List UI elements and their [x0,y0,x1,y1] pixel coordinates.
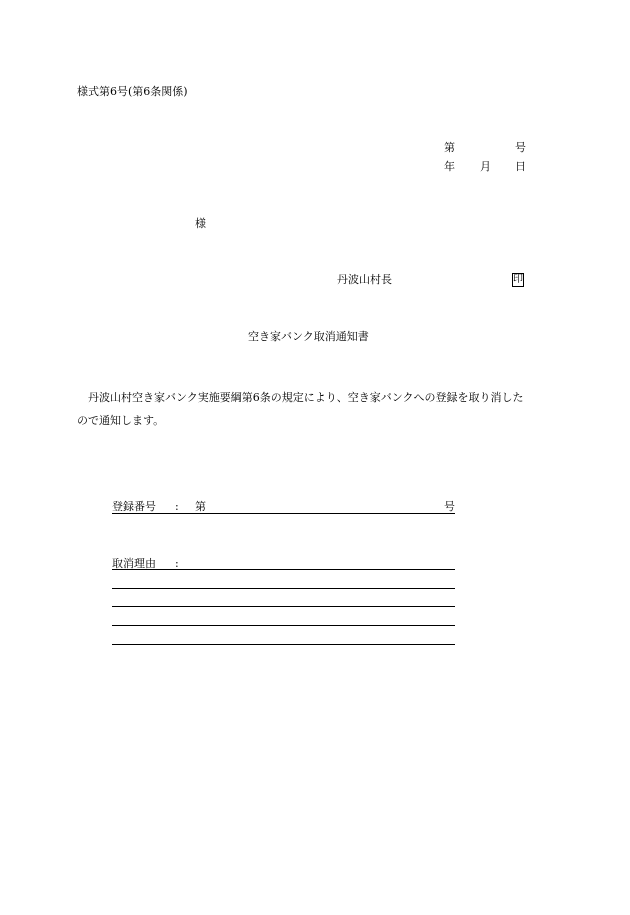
body-line-2: ので通知します。 [77,414,165,427]
registration-underline [112,513,455,514]
body-line-1: 丹波山村空き家バンク実施要綱第6条の規定により、空き家バンクへの登録を取り消した [88,391,524,404]
reason-line-5 [112,644,455,645]
body-paragraph [77,386,557,432]
registration-colon: : [175,500,179,513]
date-day: 日 [515,160,526,173]
reason-colon: : [175,557,179,570]
reason-label: 取消理由 [112,557,156,570]
number-dai: 第 [444,141,455,154]
date-year: 年 [444,160,455,173]
date-month: 月 [480,160,491,173]
sender-name: 丹波山村長 [337,273,392,286]
registration-label: 登録番号 [112,500,156,513]
reason-line-2 [112,588,455,589]
seal-stamp: 印 [513,274,523,285]
form-label: 様式第6号(第6条関係) [77,85,188,98]
document-title: 空き家バンク取消通知書 [248,330,369,343]
registration-dai: 第 [195,500,206,513]
reason-line-1 [112,569,455,570]
reason-line-3 [112,606,455,607]
registration-go: 号 [444,500,455,513]
reason-line-4 [112,625,455,626]
number-go: 号 [515,141,526,154]
addressee-sama: 様 [195,217,206,230]
